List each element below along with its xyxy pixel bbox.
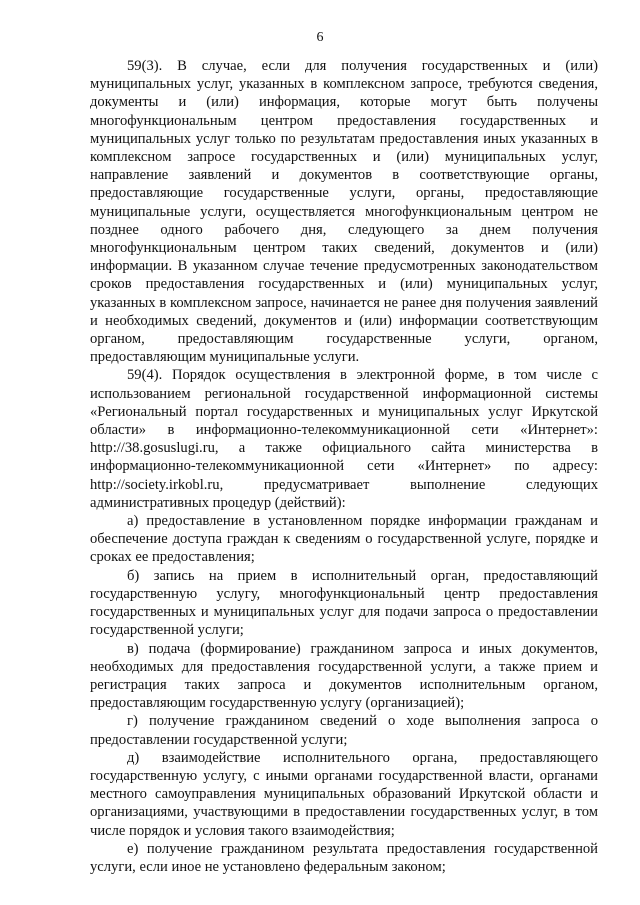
document-body — [90, 57, 598, 876]
list-item-v: в) подача (формирование) гражданином запроса и иных документов, необходимых для предоставления государственной услуги, а также прием и регистрация таких запроса и документов исполнительным органом, предоставляющим государственную услугу (организацией); — [90, 640, 598, 712]
list-item-e: е) получение гражданином результата предоставления государственной услуги, если иное не установлено федеральным законом; — [90, 840, 598, 875]
paragraph-59-4: 59(4). Порядок осуществления в электронной форме, в том числе с использованием региональной государственной информационной системы «Региональный портал государственных и муниципальных услуг Иркутской области» в информационно-телекоммуникационной сети «Интернет»: http://38.gosuslugi.ru, а также официального сайта министерства в информационно-телекоммуникационной сети «Интернет» по адресу: http://society.irkobl.ru, предусматривает выполнение следующих административных процедур (действий): — [90, 367, 598, 511]
paragraph-59-3: 59(3). В случае, если для получения государственных и (или) муниципальных услуг, указанных в комплексном запросе, требуются сведения, документы и (или) информация, которые могут быть получены многофункциональным центром предоставления государственных и муниципальных услуг только по результатам предоставления иных указанных в комплексном запросе государственных и (или) муниципальных услуг, направление заявлений и документов в соответствующие органы, предоставляющие государственные услуги, органы, предоставляющие муниципальные услуги, осуществляется многофункциональным центром не позднее одного рабочего дня, следующего за днем получения многофункциональным центром таких сведений, документов и (или) информации. В указанном случае течение предусмотренных законодательством сроков предоставления государственных и (или) муниципальных услуг, указанных в комплексном запросе, начинается не ранее дня получения заявлений и необходимых сведений, документов и (или) информации соответствующим органом, предоставляющим государственные услуги, органом, предоставляющим муниципальные услуги. — [90, 58, 598, 366]
list-item-a: а) предоставление в установленном порядке информации гражданам и обеспечение доступа граждан к сведениям о государственной услуге, порядке и сроках ее предоставления; — [90, 513, 598, 566]
list-item-b: б) запись на прием в исполнительный орган, предоставляющий государственную услугу, многофункциональный центр предоставления государственных и муниципальных услуг для подачи запроса о предоставлении государственной услуги; — [90, 567, 598, 639]
list-item-g: г) получение гражданином сведений о ходе выполнения запроса о предоставлении государственной услуги; — [90, 713, 598, 748]
page-number: 6 — [316, 30, 324, 45]
list-item-d: д) взаимодействие исполнительного органа, предоставляющего государственную услугу, с иными органами государственной власти, органами местного самоуправления муниципальных образований Иркутской области и организациями, участвующими в предоставлении государственных услуг, в том числе порядок и условия такого взаимодействия; — [90, 749, 598, 839]
